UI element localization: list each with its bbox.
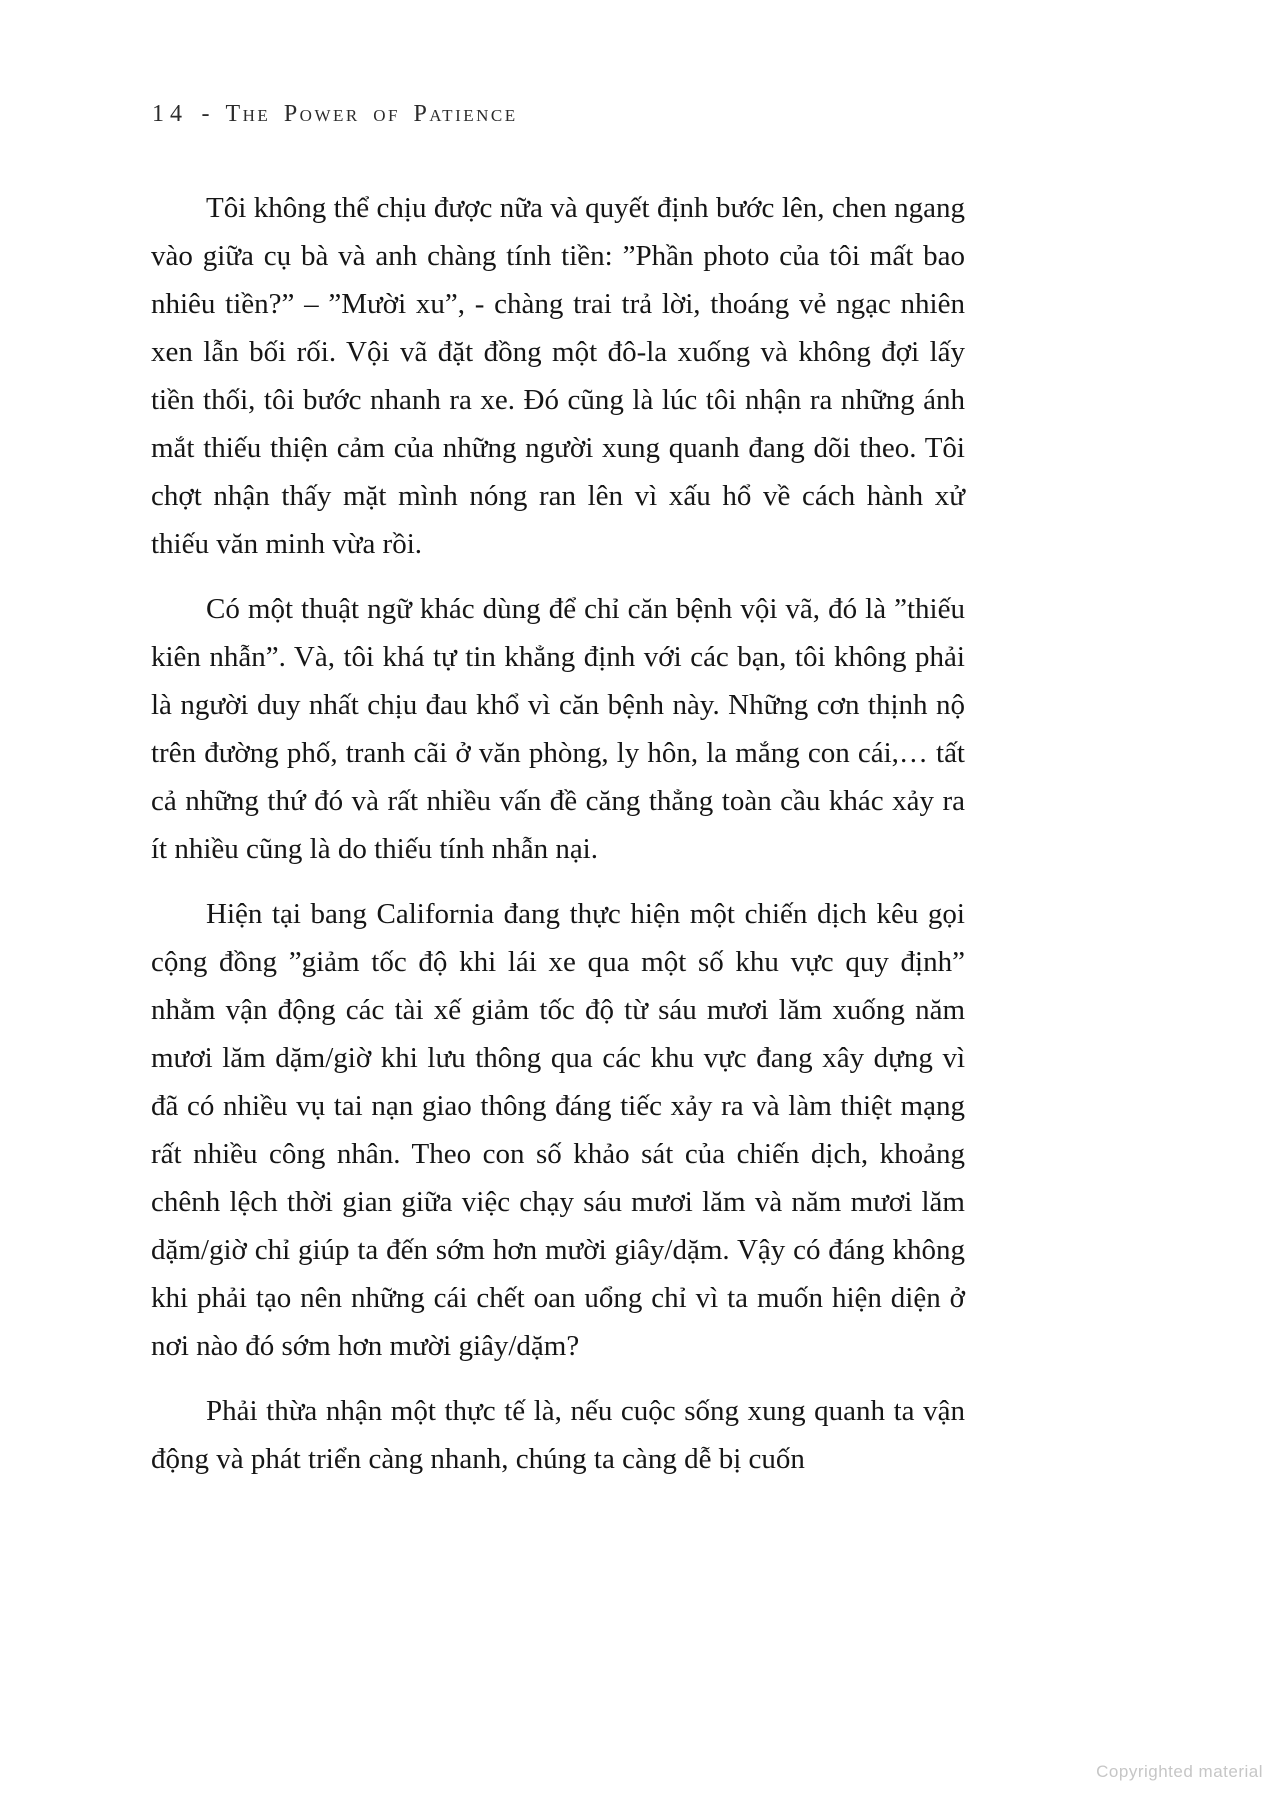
paragraph-4: Phải thừa nhận một thực tế là, nếu cuộc sống xung quanh ta vận động và phát triển càng nhanh, chúng ta càng dễ bị cuốn <box>151 1395 965 1475</box>
copyright-watermark: Copyrighted material <box>1096 1762 1263 1781</box>
page-body <box>151 184 965 1500</box>
header-separator: - <box>201 101 212 127</box>
paragraph-3: Hiện tại bang California đang thực hiện một chiến dịch kêu gọi cộng đồng ”giảm tốc độ khi lái xe qua một số khu vực quy định” nhằm vận động các tài xế giảm tốc độ từ sáu mươi lăm xuống năm mươi lăm dặm/giờ khi lưu thông qua các khu vực đang xây dựng vì đã có nhiều vụ tai nạn giao thông đáng tiếc xảy ra và làm thiệt mạng rất nhiều công nhân. Theo con số khảo sát của chiến dịch, khoảng chênh lệch thời gian giữa việc chạy sáu mươi lăm và năm mươi lăm dặm/giờ chỉ giúp ta đến sớm hơn mười giây/dặm. Vậy có đáng không khi phải tạo nên những cái chết oan uổng chỉ vì ta muốn hiện diện ở nơi nào đó sớm hơn mười giây/dặm? <box>151 898 965 1362</box>
page-number: 14 <box>152 101 188 127</box>
running-title: The Power of Patience <box>225 101 518 127</box>
paragraph-1: Tôi không thể chịu được nữa và quyết định bước lên, chen ngang vào giữa cụ bà và anh chàng tính tiền: ”Phần photo của tôi mất bao nhiêu tiền?” – ”Mười xu”, - chàng trai trả lời, thoáng vẻ ngạc nhiên xen lẫn bối rối. Vội vã đặt đồng một đô-la xuống và không đợi lấy tiền thối, tôi bước nhanh ra xe. Đó cũng là lúc tôi nhận ra những ánh mắt thiếu thiện cảm của những người xung quanh đang dõi theo. Tôi chợt nhận thấy mặt mình nóng ran lên vì xấu hổ về cách hành xử thiếu văn minh vừa rồi. <box>151 192 965 560</box>
paragraph-2: Có một thuật ngữ khác dùng để chỉ căn bệnh vội vã, đó là ”thiếu kiên nhẫn”. Và, tôi khá tự tin khẳng định với các bạn, tôi không phải là người duy nhất chịu đau khổ vì căn bệnh này. Những cơn thịnh nộ trên đường phố, tranh cãi ở văn phòng, ly hôn, la mắng con cái,… tất cả những thứ đó và rất nhiều vấn đề căng thẳng toàn cầu khác xảy ra ít nhiều cũng là do thiếu tính nhẫn nại. <box>151 593 965 865</box>
page-header <box>152 101 518 128</box>
